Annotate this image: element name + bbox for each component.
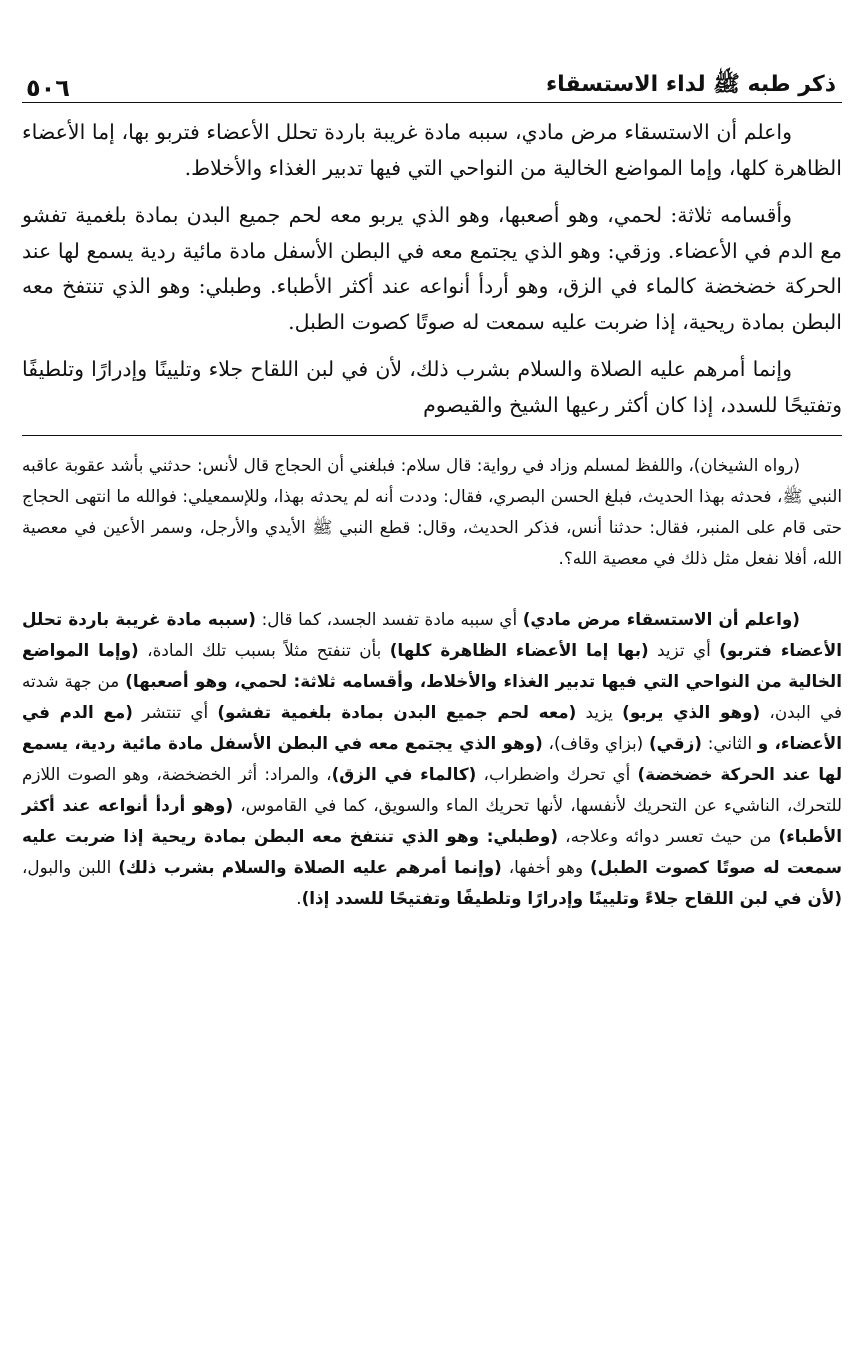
commentary-text: من حيث تعسر دوائه وعلاجه، [558,826,779,846]
main-paragraph-1 [22,115,842,186]
commentary-text: أي تنتشر [132,702,218,722]
main-text [22,115,842,423]
commentary-quoted-text: (واعلم أن الاستسقاء مرض مادي) [522,609,800,629]
footnote-text: (رواه الشيخان)، واللفظ لمسلم وزاد في رواية: قال سلام: فبلغني أن الحجاج قال لأنس: حدثني بأشد عقوبة عاقبه النبي ﷺ، فحدثه بهذا الحديث، فبلغ الحسن البصري، فقال: وددت أنه لم يحدثه بهذا، وللإسمعيلي: فوالله ما انتهى الحجاج حتى قام على المنبر، فقال: حدثنا أنس، فذكر الحديث، وقال: قطع النبي ﷺ الأيدي والأرجل، وسمر الأعين في معصية الله، أفلا نفعل مثل ذلك في معصية الله؟. [22,455,842,568]
footnote-divider [22,435,842,436]
commentary-quoted-text: (وهو الذي يربو) [622,702,761,722]
commentary-text: بأن تنفتح مثلاً بسبب تلك المادة، [138,640,390,660]
running-header [22,60,842,103]
commentary-text: من جهة شدته في البدن، [22,671,842,722]
commentary-text: ، والمراد: أثر الخضخضة، وهو الصوت اللازم للتحرك، الناشيء عن التحريك لأنفسها، لأنها تحريك الماء والسويق، كما في القاموس، [22,764,842,815]
commentary-quoted-text: (سببه مادة غريبة باردة تحلل الأعضاء فتربو) [22,609,842,660]
main-paragraph-3-text: وإنما أمرهم عليه الصلاة والسلام بشرب ذلك، لأن في لبن اللقاح جلاء وتليينًا وإدرارًا وتلطيفًا وتفتيحًا للسدد، إذا كان أكثر رعيها الشيخ والقيصوم [22,357,842,417]
commentary [22,604,842,914]
commentary-quoted-text: (كالماء في الزق) [331,764,477,784]
commentary-paragraph [22,604,842,914]
commentary-quoted-text: (وإما المواضع الخالية من النواحي التي فيها تدبير الغذاء والأخلاط، وأقسامه ثلاثة: لحمي، وهو أصعبها) [22,640,842,691]
commentary-quoted-text: (وهو أردأ أنواعه عند أكثر الأطباء) [22,795,842,846]
footnote [22,450,842,574]
commentary-quoted-text: (معه لحم جميع البدن بمادة بلغمية تفشو) [217,702,577,722]
commentary-quoted-text: (زقي) [648,733,702,753]
main-paragraph-2 [22,198,842,340]
commentary-text: اللبن والبول، [22,857,119,877]
main-paragraph-2-text: وأقسامه ثلاثة: لحمي، وهو أصعبها، وهو الذي يربو معه لحم جميع البدن بمادة بلغمية تفشو مع الدم في الأعضاء. وزقي: وهو الذي يجتمع معه في البطن الأسفل مادة مائية ردية يسمع لها عند الحركة خضخضة كالماء في الزق، وهو أردأ أنواعه عند أكثر الأطباء. وطبلي: وهو الذي تنتفخ معه البطن بمادة ريحية، إذا ضربت عليه سمعت له صوتًا كصوت الطبل. [22,203,842,334]
commentary-text: يزيد [576,702,623,722]
commentary-quoted-text: (وإنما أمرهم عليه الصلاة والسلام بشرب ذلك) [118,857,502,877]
commentary-text: الثاني: [701,733,758,753]
commentary-quoted-text: (وطبلي: وهو الذي تنتفخ معه البطن بمادة ريحية إذا ضربت عليه سمعت له صوتًا كصوت الطبل) [22,826,842,877]
commentary-text: . [296,888,302,908]
commentary-text: أي تزيد [648,640,720,660]
main-paragraph-3 [22,352,842,423]
footnote-paragraph [22,450,842,574]
commentary-quoted-text: (مع الدم في الأعضاء، و [22,702,842,753]
commentary-text: وهو أخفها، [501,857,590,877]
commentary-quoted-text: (بها إما الأعضاء الظاهرة كلها) [389,640,649,660]
commentary-text: (بزاي وقاف)، [542,733,649,753]
page-number: ٥٠٦ [26,74,70,102]
commentary-text: أي تحرك واضطراب، [476,764,638,784]
commentary-quoted-text: (لأن في لبن اللقاح جلاءً وتليينًا وإدرارًا وتلطيفًا وتفتيحًا للسدد إذا) [301,888,842,908]
commentary-quoted-text: (وهو الذي يجتمع معه في البطن الأسفل مادة مائية ردية، يسمع لها عند الحركة خضخضة) [22,733,842,784]
main-paragraph-1-text: واعلم أن الاستسقاء مرض مادي، سببه مادة غريبة باردة تحلل الأعضاء فتربو بها، إما الأعضاء الظاهرة كلها، وإما المواضع الخالية من النواحي التي فيها تدبير الغذاء والأخلاط. [22,120,842,180]
running-title: ذكر طبه ﷺ لداء الاستسقاء [545,72,836,97]
commentary-text: أي سببه مادة تفسد الجسد، كما قال: [255,609,523,629]
